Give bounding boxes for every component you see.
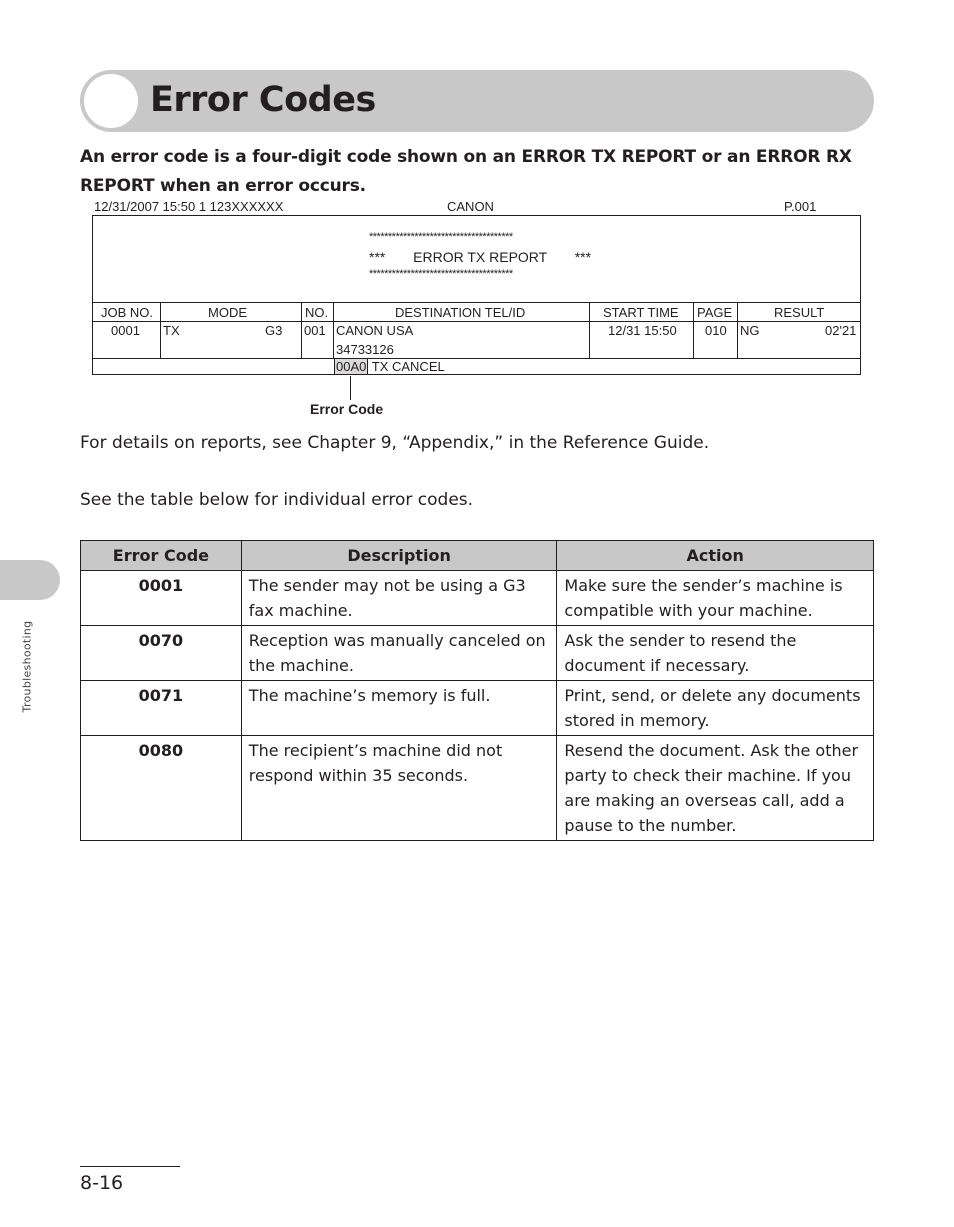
error-code-callout-label: Error Code: [310, 401, 384, 417]
table-row: [81, 571, 874, 626]
table-intro-text: See the table below for individual error codes.: [80, 490, 474, 510]
report-body: [92, 215, 861, 375]
report-error-text: TX CANCEL: [371, 359, 445, 374]
error-code-callout-line: [350, 376, 351, 400]
chapter-side-label: Troubleshooting: [20, 620, 34, 713]
report-stars-top: **************************************: [369, 231, 513, 243]
report-no: 001: [304, 323, 326, 338]
page-number: 8-16: [80, 1172, 124, 1194]
title-banner: [80, 70, 874, 132]
table-row: [81, 681, 874, 736]
report-destination-number: 34733126: [336, 342, 394, 357]
page-title: Error Codes: [150, 80, 376, 120]
report-start-time: 12/31 15:50: [608, 323, 677, 338]
report-title-stars-left: ***: [369, 249, 386, 265]
report-col-no: NO.: [305, 305, 329, 320]
report-title-stars-right: ***: [574, 249, 592, 265]
col-header-description: Description: [241, 541, 557, 571]
report-error-line: [334, 359, 445, 374]
report-col-result: RESULT: [774, 305, 825, 320]
action-cell: Resend the document. Ask the other party to check their machine. If you are making an overseas call, add a pause to the number.: [557, 736, 874, 841]
report-col-destination: DESTINATION TEL/ID: [395, 305, 526, 320]
report-header-datetime: 12/31/2007 15:50 1 123XXXXXX: [94, 199, 284, 214]
error-code-table: [80, 540, 874, 841]
footer-rule: [80, 1166, 180, 1167]
error-code-cell: 0071: [81, 681, 242, 736]
description-cell: Reception was manually canceled on the machine.: [241, 626, 557, 681]
description-cell: The recipient’s machine did not respond within 35 seconds.: [241, 736, 557, 841]
col-header-error-code: Error Code: [81, 541, 242, 571]
report-stars-bottom: **************************************: [369, 268, 513, 280]
report-header-page: P.001: [784, 199, 817, 214]
table-row: [81, 626, 874, 681]
report-page: 010: [705, 323, 727, 338]
reports-reference-text: For details on reports, see Chapter 9, “Appendix,” in the Reference Guide.: [80, 433, 710, 453]
error-code-cell: 0001: [81, 571, 242, 626]
report-col-start-time: START TIME: [603, 305, 679, 320]
report-mode-type: G3: [265, 323, 283, 338]
banner-circle-decoration: [84, 74, 138, 128]
error-code-cell: 0080: [81, 736, 242, 841]
chapter-side-tab: [0, 560, 60, 600]
report-job-no: 0001: [111, 323, 140, 338]
table-header-row: [81, 541, 874, 571]
report-destination-name: CANON USA: [336, 323, 414, 338]
report-error-code: 00A0: [336, 359, 367, 374]
description-cell: The sender may not be using a G3 fax machine.: [241, 571, 557, 626]
action-cell: Make sure the sender’s machine is compatible with your machine.: [557, 571, 874, 626]
intro-text: An error code is a four-digit code shown on an ERROR TX REPORT or an ERROR RX REPORT when an error occurs.: [80, 147, 852, 196]
report-result: NG: [740, 323, 760, 338]
action-cell: Ask the sender to resend the document if necessary.: [557, 626, 874, 681]
report-title-line: [369, 249, 591, 265]
report-title: ERROR TX REPORT: [413, 249, 547, 265]
error-code-cell: 0070: [81, 626, 242, 681]
report-mode: TX: [163, 323, 180, 338]
report-col-mode: MODE: [208, 305, 247, 320]
report-col-page: PAGE: [697, 305, 733, 320]
report-col-job-no: JOB NO.: [101, 305, 154, 320]
table-row: [81, 736, 874, 841]
col-header-action: Action: [557, 541, 874, 571]
report-header-sender: CANON: [447, 199, 494, 214]
action-cell: Print, send, or delete any documents stored in memory.: [557, 681, 874, 736]
description-cell: The machine’s memory is full.: [241, 681, 557, 736]
report-duration: 02'21: [825, 323, 857, 338]
